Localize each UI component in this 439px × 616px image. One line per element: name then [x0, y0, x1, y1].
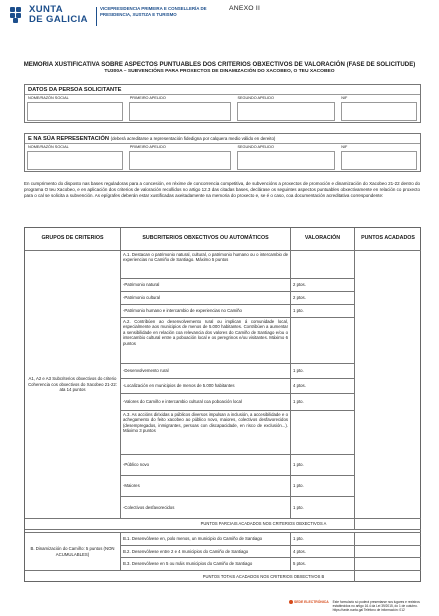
document-title: MEMORIA XUSTIFICATIVA SOBRE ASPECTOS PUNTUABLES DOS CRITERIOS OBXECTIVOS DE VALORACIÓN (FASE DE SOLICITUDE): [23, 61, 416, 68]
rep-nif-field[interactable]: [341, 151, 417, 170]
criterion-row-value: 1 pto.: [291, 497, 355, 519]
criterion-row-text: -Localización en municipios de menos de 5.000 habitantes: [121, 379, 291, 394]
header-divider: [96, 7, 97, 26]
criterion-row-value: 1 pto.: [291, 364, 355, 379]
header-points: PUNTOS ACADADOS: [355, 228, 421, 251]
criterion-row-text: -Colectivos desfavorecidos: [121, 497, 291, 519]
criterion-row-value: 1 pto.: [291, 394, 355, 411]
rep-name-label: NOME/RAZÓN SOCIAL: [28, 145, 69, 149]
criterion-b1-value: 1 pto.: [291, 533, 355, 546]
document-subtitle: TU300A – SUBVENCIÓNS PARA PROXECTOS DE DINAMIZACIÓN DO XACOBEO, O TEU XACOBEO: [104, 69, 335, 74]
header-subcriteria: SUBCRITERIOS OBXECTIVOS OU AUTOMÁTICOS: [121, 228, 291, 251]
criterion-row-text: -Público novo: [121, 455, 291, 476]
group-a-cell: A1, A2 e A3 Subcriterios obxectivos do criterio Coherencia cos obxectivos do Xacobeo 21-22: ata 14 puntos: [25, 251, 121, 519]
total-b-field[interactable]: [355, 571, 421, 582]
rep-surname2-field[interactable]: [237, 151, 335, 170]
rep-surname1-field[interactable]: [129, 151, 231, 170]
group-b-cell: B. Dinamización do Camiño: 5 puntos (NON ACUMULABLES): [25, 533, 121, 571]
applicant-surname2-field[interactable]: [237, 102, 335, 121]
logo-line-2: DE GALICIA: [29, 14, 88, 25]
criterion-row-value: 1 pto.: [291, 455, 355, 476]
footer-text: Este formulario só poderá presentarse nos lugares e rexistros establecidos no artigo 16.4 da Lei 39/2015, do 1 de outubro. https://sede.xunta.gal Teléfono de información: 012: [332, 600, 420, 612]
criterion-a2-text: A.2. Contribúen ao desenvolvemento rural ou implican á comunidade local, especialmente aos municipios de menos de 5.000 habitantes. Contribúen a aumentar a sensibilidade en relación coa relevancia dos valores do Camiño de Santiago e/ou o intercambio cultural entre a poboación local e os peregrinos e/ou visitantes. Máximo 6 puntos: [121, 318, 291, 364]
applicant-surname1-field[interactable]: [129, 102, 231, 121]
representative-section-title: E NA SÚA REPRESENTACIÓN (deberá acreditarse a representación fidedigna por calquera medio válido en dereito): [25, 134, 420, 144]
criterion-row-text: -Patrimonio cultural: [121, 292, 291, 305]
criterion-row-value: 1 pto.: [291, 476, 355, 497]
points-b2-field[interactable]: [355, 546, 421, 558]
rep-surname1-label: PRIMEIRO APELIDO: [129, 145, 166, 149]
logo-line-1: XUNTA: [29, 4, 64, 15]
criterion-b3-value: 5 ptos.: [291, 558, 355, 571]
declaration-paragraph: En cumprimento do disposto nas bases reguladoras para a concesión, en réxime de concorrencia competitiva, de subvencións a proxectos de promoción e dinamización do Xacobeo 21-22 dentro do programa O teu Xacobeo, e en aplicación dos criterios de valoración recollidos no artigo 12.3 das citadas bases, declárase os seguintes aspectos puntuables obxectivamente en relación co proxecto para o cal se solicita a subvención. As epígrafes deberán estar xustificadas axeitadamente na memoria do proxecto e, se é o caso, coa documentación acreditativa correspondente:: [24, 181, 420, 198]
rep-nif-label: NIF: [341, 145, 348, 149]
criterion-a2-value: [291, 318, 355, 364]
criterion-row-text: -Valores do Camiño e intercambio cultural coa poboación local: [121, 394, 291, 411]
criterion-b3-text: B.3. Desenvólvese en 5 ou máis municipios do Camiño de Santiago: [121, 558, 291, 571]
rep-surname2-label: SEGUNDO APELIDO: [237, 145, 274, 149]
applicant-nif-field[interactable]: [341, 102, 417, 121]
footer: [289, 600, 433, 612]
criterion-b2-value: 4 ptos.: [291, 546, 355, 558]
criterion-row-value: 2 ptos.: [291, 279, 355, 292]
criterion-a1-value: [291, 251, 355, 279]
sede-logo-icon: [289, 600, 293, 604]
criterion-row-text: -Desenvolvemento rural: [121, 364, 291, 379]
criterion-a1-text: A.1. Destacan o patrimonio natural, cultural, o patrimonio humano ou o intercambio de experiencias no Camiño de Santiago. Máximo 5 puntos: [121, 251, 291, 279]
header-valuation: VALORACIÓN: [291, 228, 355, 251]
criterion-row-value: 2 ptos.: [291, 292, 355, 305]
xunta-emblem-icon: [10, 7, 25, 23]
criterion-a3-text: A.3. As accións dirixidas a públicos diversos impulsan a inclusión, a accesibilidade e o achegamento do feito xacobeo ao público novo, maiores, colectivos desfavorecidos (desempregados, inmigrantes, persoas con discapacidade, en risco de exclusión...). Máximo 3 puntos: [121, 411, 291, 455]
total-b-label: PUNTOS TOTAIS ACADADOS NOS CRITERIOS OBXECTIVOS B: [25, 571, 355, 582]
criterion-b2-text: B.2. Desenvólvese entre 2 e 4 municipios do Camiño de Santiago: [121, 546, 291, 558]
criterion-row-text: -Patrimonio humano e intercambio de experiencias no Camiño: [121, 305, 291, 318]
criterion-row-text: -Maiores: [121, 476, 291, 497]
criteria-table: [24, 227, 421, 582]
points-b3-field[interactable]: [355, 558, 421, 571]
points-b1-field[interactable]: [355, 533, 421, 546]
criterion-row-text: -Patrimonio natural: [121, 279, 291, 292]
points-a-field[interactable]: [355, 251, 421, 519]
criterion-row-value: 1 pto.: [291, 305, 355, 318]
subtotal-a-label: PUNTOS PARCIAIS ACADADOS NOS CRITERIOS OBXECTIVOS A: [25, 519, 355, 530]
applicant-section-title: DATOS DA PERSOA SOLICITANTE: [25, 85, 420, 95]
representative-note: (deberá acreditarse a representación fidedigna por calquera medio válido en dereito): [110, 136, 276, 141]
criterion-row-value: 4 ptos.: [291, 379, 355, 394]
applicant-nif-label: NIF: [341, 96, 348, 100]
applicant-surname2-label: SEGUNDO APELIDO: [237, 96, 274, 100]
applicant-surname1-label: PRIMEIRO APELIDO: [129, 96, 166, 100]
annex-label: ANEXO II: [229, 5, 261, 12]
applicant-name-field[interactable]: [27, 102, 123, 121]
subtotal-a-field[interactable]: [355, 519, 421, 530]
header-groups: GRUPOS DE CRITERIOS: [25, 228, 121, 251]
rep-name-field[interactable]: [27, 151, 123, 170]
criterion-b1-text: B.1. Desenvólvese en, polo menos, un municipio do Camiño de Santiago: [121, 533, 291, 546]
xunta-logo: [10, 5, 88, 25]
department-name: VICEPRESIDENCIA PRIMEIRA E CONSELLERÍA DE PRESIDENCIA, XUSTIZA E TURISMO: [100, 6, 207, 17]
sede-logo: SEDE ELECTRÓNICA: [289, 600, 329, 604]
applicant-name-label: NOME/RAZÓN SOCIAL: [28, 96, 69, 100]
criterion-a3-value: [291, 411, 355, 455]
